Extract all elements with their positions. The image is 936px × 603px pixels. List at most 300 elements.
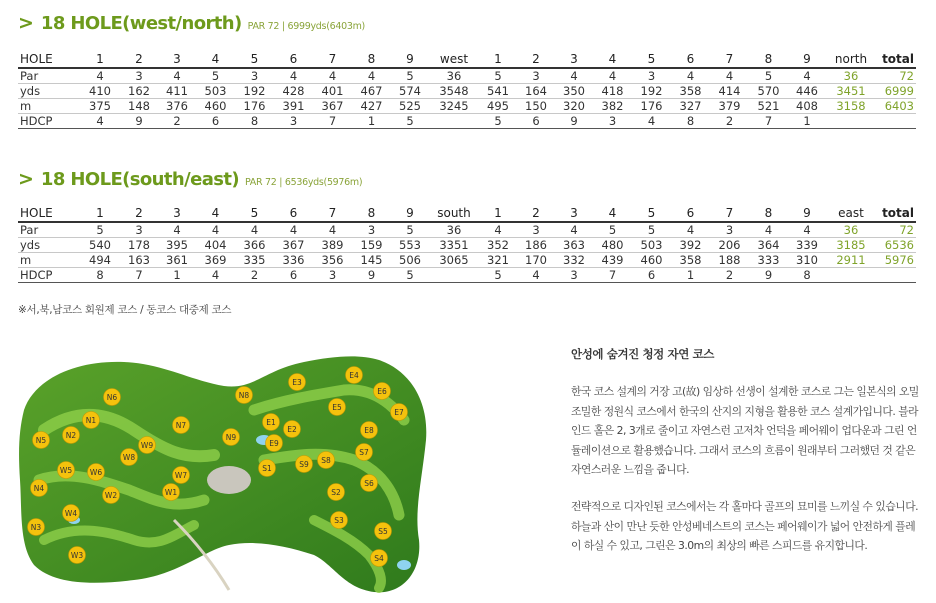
- table-cell: 4: [555, 222, 593, 238]
- table-cell: 401: [313, 84, 352, 99]
- hole-marker-e2: [284, 421, 301, 438]
- table-cell: 8: [749, 50, 788, 68]
- table-cell: 4: [196, 204, 235, 222]
- table-cell: 553: [391, 238, 429, 253]
- table-cell: 495: [479, 99, 517, 114]
- hole-marker-s8: [318, 452, 335, 469]
- table-cell: 6: [632, 268, 671, 283]
- table-cell: 4: [313, 222, 352, 238]
- table-cell: 5: [479, 268, 517, 283]
- table-cell: 367: [313, 99, 352, 114]
- table-cell: east: [826, 204, 876, 222]
- table-cell: 1: [352, 114, 391, 129]
- table-cell: 9: [555, 114, 593, 129]
- table-cell: 4: [158, 68, 196, 84]
- section-heading: 18 HOLE(west/north): [40, 13, 242, 34]
- hole-marker-n7: [173, 417, 190, 434]
- table-cell: 1: [479, 50, 517, 68]
- hole-marker-label: N7: [175, 421, 187, 430]
- hole-marker-n3: [28, 519, 45, 536]
- table-cell: 5: [749, 68, 788, 84]
- table-cell: 4: [274, 222, 313, 238]
- table-cell: 3245: [429, 99, 479, 114]
- table-cell: 310: [788, 253, 826, 268]
- table-cell: 1: [80, 50, 120, 68]
- hole-marker-label: S4: [374, 554, 384, 563]
- table-cell: 3: [555, 268, 593, 283]
- hole-marker-label: W2: [104, 491, 118, 500]
- table-cell: 333: [749, 253, 788, 268]
- table-cell: 427: [352, 99, 391, 114]
- table-cell: 363: [555, 238, 593, 253]
- hole-marker-w2: [103, 487, 120, 504]
- hole-marker-s2: [328, 484, 345, 501]
- table-cell: 9: [391, 50, 429, 68]
- table-cell: 439: [593, 253, 632, 268]
- table-cell: 7: [313, 114, 352, 129]
- table-cell: 3: [710, 222, 749, 238]
- table-cell: 5: [632, 50, 671, 68]
- table-cell: 6999: [876, 84, 916, 99]
- table-cell: 192: [632, 84, 671, 99]
- hole-marker-s3: [331, 512, 348, 529]
- row-label: HDCP: [18, 114, 80, 129]
- table-cell: 395: [158, 238, 196, 253]
- table-cell: 8: [352, 204, 391, 222]
- row-label: m: [18, 99, 80, 114]
- row-label: HOLE: [18, 204, 80, 222]
- table-cell: 392: [671, 238, 710, 253]
- table-cell: [429, 268, 479, 283]
- hole-marker-w6: [88, 464, 105, 481]
- hole-marker-e8: [361, 422, 378, 439]
- table-cell: 336: [274, 253, 313, 268]
- table-cell: 460: [632, 253, 671, 268]
- table-cell: 350: [555, 84, 593, 99]
- table-cell: 176: [632, 99, 671, 114]
- hole-marker-n6: [104, 389, 121, 406]
- table-cell: 176: [235, 99, 274, 114]
- hole-marker-label: W3: [70, 551, 84, 560]
- table-cell: 460: [196, 99, 235, 114]
- table-cell: 3158: [826, 99, 876, 114]
- table-cell: 3548: [429, 84, 479, 99]
- table-cell: 480: [593, 238, 632, 253]
- hole-marker-w5: [58, 462, 75, 479]
- table-cell: 1: [671, 268, 710, 283]
- table-cell: 8: [80, 268, 120, 283]
- table-cell: 574: [391, 84, 429, 99]
- hole-marker-label: W6: [89, 468, 103, 477]
- table-cell: 3065: [429, 253, 479, 268]
- hole-marker-label: E1: [266, 418, 276, 427]
- table-cell: 7: [313, 50, 352, 68]
- table-cell: 411: [158, 84, 196, 99]
- table-cell: 503: [632, 238, 671, 253]
- hole-marker-n8: [236, 387, 253, 404]
- table-cell: total: [876, 50, 916, 68]
- table-cell: 446: [788, 84, 826, 99]
- table-cell: 4: [517, 268, 555, 283]
- table-cell: 2: [710, 268, 749, 283]
- hole-marker-s4: [371, 550, 388, 567]
- table-cell: 358: [671, 253, 710, 268]
- arrow-icon: >: [18, 12, 34, 34]
- table-cell: 467: [352, 84, 391, 99]
- table-cell: 72: [876, 68, 916, 84]
- table-cell: 404: [196, 238, 235, 253]
- arrow-icon: >: [18, 168, 34, 190]
- table-cell: 375: [80, 99, 120, 114]
- table-cell: 4: [158, 222, 196, 238]
- hole-marker-s1: [259, 460, 276, 477]
- table-cell: 9: [749, 268, 788, 283]
- table-cell: south: [429, 204, 479, 222]
- table-cell: 5: [632, 222, 671, 238]
- hole-marker-label: S2: [331, 488, 341, 497]
- table-cell: 8: [788, 268, 826, 283]
- course-map: [14, 340, 442, 598]
- row-label: m: [18, 253, 80, 268]
- hole-marker-w3: [69, 547, 86, 564]
- table-cell: 352: [479, 238, 517, 253]
- table-cell: [826, 268, 876, 283]
- table-cell: 2: [517, 50, 555, 68]
- hole-marker-w9: [139, 437, 156, 454]
- table-cell: 521: [749, 99, 788, 114]
- table-cell: 4: [80, 114, 120, 129]
- hole-marker-label: S5: [378, 527, 388, 536]
- table-cell: west: [429, 50, 479, 68]
- section-subheading: PAR 72 | 6536yds(5976m): [244, 177, 363, 188]
- table-cell: 5: [235, 204, 274, 222]
- table-cell: 3: [158, 204, 196, 222]
- table-cell: 321: [479, 253, 517, 268]
- table-cell: 4: [274, 68, 313, 84]
- hole-marker-label: W9: [140, 441, 154, 450]
- table-cell: 414: [710, 84, 749, 99]
- table-cell: 5: [593, 222, 632, 238]
- hole-marker-label: S1: [262, 464, 272, 473]
- table-cell: 192: [235, 84, 274, 99]
- table-cell: 379: [710, 99, 749, 114]
- row-label: Par: [18, 68, 80, 84]
- table-header-row: [18, 204, 916, 222]
- table-cell: 389: [313, 238, 352, 253]
- hole-marker-n9: [223, 429, 240, 446]
- hole-marker-label: N5: [35, 436, 47, 445]
- hole-marker-e7: [391, 404, 408, 421]
- hole-marker-label: E7: [394, 408, 404, 417]
- table-cell: 2911: [826, 253, 876, 268]
- table-cell: 8: [749, 204, 788, 222]
- table-cell: 4: [671, 68, 710, 84]
- row-label: yds: [18, 84, 80, 99]
- table-cell: 366: [235, 238, 274, 253]
- table-cell: 145: [352, 253, 391, 268]
- table-cell: 2: [517, 204, 555, 222]
- table-cell: 163: [120, 253, 158, 268]
- table-cell: 2: [235, 268, 274, 283]
- table-cell: 6: [274, 268, 313, 283]
- table-cell: 206: [710, 238, 749, 253]
- table-cell: 503: [196, 84, 235, 99]
- table-cell: 3: [120, 222, 158, 238]
- table-cell: 364: [749, 238, 788, 253]
- table-cell: 3: [313, 268, 352, 283]
- table-cell: 361: [158, 253, 196, 268]
- table-cell: 4: [555, 68, 593, 84]
- hole-marker-label: W5: [59, 466, 73, 475]
- hole-marker-label: E3: [292, 378, 302, 387]
- table-cell: 3: [274, 114, 313, 129]
- hole-marker-e9: [266, 435, 283, 452]
- table-cell: 5: [479, 114, 517, 129]
- hole-marker-label: S3: [334, 516, 344, 525]
- table-cell: 3: [555, 50, 593, 68]
- table-cell: [429, 114, 479, 129]
- table-cell: 356: [313, 253, 352, 268]
- hole-marker-label: W7: [174, 471, 188, 480]
- hole-marker-n2: [63, 427, 80, 444]
- table-cell: 9: [391, 204, 429, 222]
- table-cell: 9: [788, 50, 826, 68]
- hole-marker-w7: [173, 467, 190, 484]
- hole-marker-s5: [375, 523, 392, 540]
- table-cell: 541: [479, 84, 517, 99]
- table-cell: 418: [593, 84, 632, 99]
- table-cell: 3351: [429, 238, 479, 253]
- table-cell: 408: [788, 99, 826, 114]
- table-cell: 162: [120, 84, 158, 99]
- table-cell: 6: [671, 204, 710, 222]
- table-cell: 5: [196, 68, 235, 84]
- hole-marker-n5: [33, 432, 50, 449]
- table-cell: 4: [196, 222, 235, 238]
- hole-marker-e1: [263, 414, 280, 431]
- table-cell: 159: [352, 238, 391, 253]
- table-cell: 382: [593, 99, 632, 114]
- section-subheading: PAR 72 | 6999yds(6403m): [247, 21, 365, 32]
- hole-marker-s6: [361, 475, 378, 492]
- hole-marker-label: S8: [321, 456, 331, 465]
- table-cell: 36: [826, 68, 876, 84]
- hole-marker-s7: [356, 444, 373, 461]
- table-cell: 5: [391, 114, 429, 129]
- table-row: [18, 268, 916, 283]
- hole-marker-label: N9: [225, 433, 237, 442]
- hole-marker-label: N3: [30, 523, 42, 532]
- table-cell: 6403: [876, 99, 916, 114]
- table-cell: 428: [274, 84, 313, 99]
- table-row: [18, 84, 916, 99]
- table-cell: 3: [555, 204, 593, 222]
- table-cell: 4: [196, 268, 235, 283]
- hole-marker-label: W8: [122, 453, 136, 462]
- table-cell: 320: [555, 99, 593, 114]
- hole-marker-label: N6: [106, 393, 118, 402]
- row-label: HOLE: [18, 50, 80, 68]
- table-cell: 188: [710, 253, 749, 268]
- table-cell: 494: [80, 253, 120, 268]
- table-cell: 9: [120, 114, 158, 129]
- section-title-south-east: [18, 168, 362, 190]
- table-cell: 1: [788, 114, 826, 129]
- table-cell: 9: [352, 268, 391, 283]
- table-cell: 6: [671, 50, 710, 68]
- table-cell: 1: [158, 268, 196, 283]
- table-cell: 5: [391, 68, 429, 84]
- table-cell: 3451: [826, 84, 876, 99]
- table-cell: 7: [749, 114, 788, 129]
- hole-marker-e5: [329, 399, 346, 416]
- table-cell: 525: [391, 99, 429, 114]
- table-cell: 3: [158, 50, 196, 68]
- table-cell: 5: [80, 222, 120, 238]
- table-cell: 148: [120, 99, 158, 114]
- table-cell: 506: [391, 253, 429, 268]
- hole-marker-label: N4: [33, 484, 45, 493]
- table-cell: 3: [517, 68, 555, 84]
- table-row: [18, 68, 916, 84]
- description-heading: 안성에 숨겨진 청정 자연 코스: [571, 347, 714, 361]
- row-label: Par: [18, 222, 80, 238]
- table-cell: 3: [517, 222, 555, 238]
- hole-marker-e4: [346, 367, 363, 384]
- hole-marker-label: E5: [332, 403, 342, 412]
- table-cell: 1: [479, 204, 517, 222]
- table-cell: 2: [158, 114, 196, 129]
- table-cell: 4: [593, 204, 632, 222]
- table-cell: 4: [352, 68, 391, 84]
- hole-marker-n4: [31, 480, 48, 497]
- table-cell: 178: [120, 238, 158, 253]
- table-cell: 6: [517, 114, 555, 129]
- table-cell: 4: [788, 68, 826, 84]
- table-cell: 8: [671, 114, 710, 129]
- table-cell: 8: [235, 114, 274, 129]
- table-cell: 4: [196, 50, 235, 68]
- table-row: [18, 238, 916, 253]
- table-cell: 7: [120, 268, 158, 283]
- hole-marker-label: E2: [287, 425, 297, 434]
- table-cell: 5: [391, 222, 429, 238]
- table-cell: 570: [749, 84, 788, 99]
- table-cell: 1: [80, 204, 120, 222]
- table-cell: 4: [479, 222, 517, 238]
- table-header-row: [18, 50, 916, 68]
- table-cell: 358: [671, 84, 710, 99]
- table-cell: 335: [235, 253, 274, 268]
- table-cell: 36: [429, 68, 479, 84]
- hole-marker-label: W4: [64, 509, 78, 518]
- hole-marker-s9: [296, 456, 313, 473]
- table-cell: 3: [120, 68, 158, 84]
- table-cell: 7: [593, 268, 632, 283]
- table-cell: 391: [274, 99, 313, 114]
- table-cell: 4: [80, 68, 120, 84]
- table-cell: [876, 114, 916, 129]
- hole-marker-label: W1: [164, 488, 178, 497]
- table-cell: 5: [479, 68, 517, 84]
- table-cell: 4: [710, 68, 749, 84]
- table-cell: 7: [710, 204, 749, 222]
- table-cell: 4: [788, 222, 826, 238]
- hole-marker-label: N2: [65, 431, 77, 440]
- table-cell: 5: [632, 204, 671, 222]
- table-cell: 4: [235, 222, 274, 238]
- hole-marker-n1: [83, 412, 100, 429]
- hole-marker-label: S7: [359, 448, 369, 457]
- row-label: yds: [18, 238, 80, 253]
- hole-marker-label: E8: [364, 426, 374, 435]
- hole-marker-label: E4: [349, 371, 359, 380]
- description-paragraph-2: 전략적으로 디자인된 코스에서는 각 홀마다 골프의 묘미를 느끼실 수 있습니다. 하늘과 산이 만난 듯한 안성베네스트의 코스는 페어웨이가 넓어 안전하게 플레이 하실 수 있고, 그린은 3.0m의 최상의 빠른 스피드를 유지합니다.: [571, 499, 919, 553]
- table-cell: 369: [196, 253, 235, 268]
- hole-marker-label: S6: [364, 479, 374, 488]
- hole-marker-w4: [63, 505, 80, 522]
- table-cell: 3: [235, 68, 274, 84]
- table-cell: 6: [274, 50, 313, 68]
- table-cell: [876, 268, 916, 283]
- table-cell: 8: [352, 50, 391, 68]
- table-cell: 3: [593, 114, 632, 129]
- section-heading: 18 HOLE(south/east): [40, 169, 239, 190]
- table-row: [18, 114, 916, 129]
- table-cell: 410: [80, 84, 120, 99]
- table-cell: [826, 114, 876, 129]
- table-cell: 6536: [876, 238, 916, 253]
- table-cell: 367: [274, 238, 313, 253]
- table-cell: 5: [235, 50, 274, 68]
- table-row: [18, 222, 916, 238]
- table-cell: 4: [632, 114, 671, 129]
- table-cell: 5: [391, 268, 429, 283]
- row-label: HDCP: [18, 268, 80, 283]
- table-cell: 2: [120, 204, 158, 222]
- table-cell: 540: [80, 238, 120, 253]
- course-note: ※서,북,남코스 회원제 코스 / 동코스 대중제 코스: [18, 304, 232, 316]
- table-cell: 4: [313, 68, 352, 84]
- table-row: [18, 99, 916, 114]
- table-cell: 150: [517, 99, 555, 114]
- hole-marker-e3: [289, 374, 306, 391]
- course-description: [571, 346, 923, 573]
- table-cell: 376: [158, 99, 196, 114]
- table-cell: 9: [788, 204, 826, 222]
- hole-marker-w8: [121, 449, 138, 466]
- table-row: [18, 253, 916, 268]
- table-cell: 2: [710, 114, 749, 129]
- table-cell: 6: [196, 114, 235, 129]
- table-cell: 3: [632, 68, 671, 84]
- table-cell: 6: [274, 204, 313, 222]
- hole-marker-w1: [163, 484, 180, 501]
- section-title-west-north: [18, 12, 365, 34]
- hole-marker-label: E9: [269, 439, 279, 448]
- hole-marker-e6: [374, 383, 391, 400]
- table-cell: 4: [671, 222, 710, 238]
- scorecard-south-east: [18, 204, 916, 283]
- table-cell: 7: [313, 204, 352, 222]
- hole-marker-label: E6: [377, 387, 387, 396]
- table-cell: 5976: [876, 253, 916, 268]
- hole-marker-label: S9: [299, 460, 309, 469]
- hole-marker-label: N1: [85, 416, 97, 425]
- table-cell: 3185: [826, 238, 876, 253]
- table-cell: 164: [517, 84, 555, 99]
- description-paragraph-1: 한국 코스 설계의 거장 고(故) 임상하 선생이 설계한 코스로 그는 일본식의 오밀조밀한 정원식 코스에서 한국의 산지의 지형을 활용한 코스 설계가입니다. 블라인드 홀은 2, 3개로 줄이고 자연스런 고저차 언덕을 페어웨이 업다운과 그린 언듈레이션으로 활용했습니다. 그래서 코스의 흐름이 원래부터 그러했던 것 같은 자연스러운 느낌을 줍니다.: [571, 385, 919, 477]
